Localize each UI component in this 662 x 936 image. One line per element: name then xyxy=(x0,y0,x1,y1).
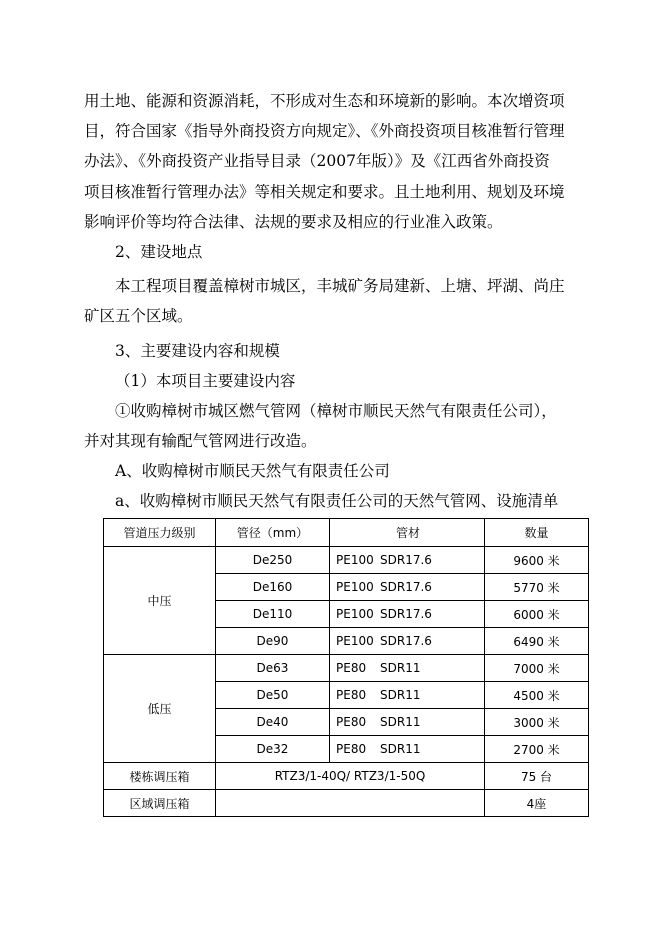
header-pressure-level: 管道压力级别 xyxy=(104,519,216,547)
area-regulator-label: 区域调压箱 xyxy=(104,790,216,817)
area-regulator-qty: 4座 xyxy=(485,790,589,817)
text-line: 矿区五个区域。 xyxy=(84,307,193,326)
material-grade: PE100 xyxy=(336,607,374,621)
material-cell xyxy=(330,601,485,628)
text-line: 目，符合国家《指导外商投资方向规定》、《外商投资项目核准暂行管理 xyxy=(84,122,565,141)
diameter-cell: De110 xyxy=(216,601,330,628)
item-a-lower-block xyxy=(84,486,580,516)
building-regulator-qty: 75 台 xyxy=(485,763,589,790)
pressure-level-cell: 中压 xyxy=(104,547,216,655)
material-cell xyxy=(330,736,485,763)
table-row-building-regulator xyxy=(104,763,589,790)
material-grade: PE100 xyxy=(336,553,374,567)
section-3-heading-block xyxy=(84,336,580,366)
material-cell xyxy=(330,628,485,655)
material-cell xyxy=(330,709,485,736)
material-sdr: SDR11 xyxy=(380,715,421,729)
material-cell xyxy=(330,682,485,709)
text-line: 影响评价等均符合法律、法规的要求及相应的行业准入政策。 xyxy=(84,212,503,231)
subsection-heading: （1）本项目主要建设内容 xyxy=(115,372,296,390)
material-cell xyxy=(330,574,485,601)
list-item: A、收购樟树市顺民天然气有限责任公司 xyxy=(115,462,390,480)
area-regulator-model xyxy=(216,790,485,817)
quantity-cell: 3000 米 xyxy=(485,709,589,736)
diameter-cell: De50 xyxy=(216,682,330,709)
diameter-cell: De90 xyxy=(216,628,330,655)
item-a-upper-block xyxy=(84,456,580,486)
material-sdr: SDR17.6 xyxy=(380,553,432,567)
quantity-cell: 2700 米 xyxy=(485,736,589,763)
item-1-paragraph xyxy=(84,396,580,456)
building-regulator-label: 楼栋调压箱 xyxy=(104,763,216,790)
section-2-paragraph xyxy=(84,271,580,331)
diameter-cell: De250 xyxy=(216,547,330,574)
building-regulator-model: RTZ3/1-40Q/ RTZ3/1-50Q xyxy=(216,763,485,790)
header-quantity: 数量 xyxy=(485,519,589,547)
text-line: 办法》、《外商投资产业指导目录（2007年版）》及《江西省外商投资 xyxy=(84,152,550,171)
text-line: ①收购樟树市城区燃气管网（樟树市顺民天然气有限责任公司）， xyxy=(115,402,557,420)
pressure-level-cell: 低压 xyxy=(104,655,216,763)
text-line: 本工程项目覆盖樟树市城区，丰城矿务局建新、上塘、坪湖、尚庄 xyxy=(115,277,565,295)
quantity-cell: 4500 米 xyxy=(485,682,589,709)
material-sdr: SDR17.6 xyxy=(380,580,432,594)
quantity-cell: 7000 米 xyxy=(485,655,589,682)
material-grade: PE80 xyxy=(336,715,367,729)
table-row xyxy=(104,547,589,574)
table-row-area-regulator xyxy=(104,790,589,817)
material-grade: PE100 xyxy=(336,634,374,648)
diameter-cell: De160 xyxy=(216,574,330,601)
pipeline-facility-table xyxy=(103,518,589,817)
material-sdr: SDR11 xyxy=(380,661,421,675)
diameter-cell: De40 xyxy=(216,709,330,736)
quantity-cell: 6490 米 xyxy=(485,628,589,655)
diameter-cell: De63 xyxy=(216,655,330,682)
quantity-cell: 5770 米 xyxy=(485,574,589,601)
section-2-heading-block xyxy=(84,237,580,267)
section-heading: 2、建设地点 xyxy=(115,243,203,261)
section-heading: 3、主要建设内容和规模 xyxy=(115,342,280,360)
diameter-cell: De32 xyxy=(216,736,330,763)
material-cell xyxy=(330,655,485,682)
text-line: 项目核准暂行管理办法》等相关规定和要求。且土地利用、规划及环境 xyxy=(84,182,565,201)
list-item: a、收购樟树市顺民天然气有限责任公司的天然气管网、设施清单 xyxy=(115,492,559,510)
material-grade: PE80 xyxy=(336,742,367,756)
material-sdr: SDR17.6 xyxy=(380,634,432,648)
quantity-cell: 9600 米 xyxy=(485,547,589,574)
material-grade: PE100 xyxy=(336,580,374,594)
material-grade: PE80 xyxy=(336,661,367,675)
material-grade: PE80 xyxy=(336,688,367,702)
intro-paragraph xyxy=(84,86,580,237)
header-material: 管材 xyxy=(330,519,485,547)
material-sdr: SDR11 xyxy=(380,742,421,756)
text-line: 并对其现有输配气管网进行改造。 xyxy=(84,432,317,451)
material-sdr: SDR11 xyxy=(380,688,421,702)
quantity-cell: 6000 米 xyxy=(485,601,589,628)
subsection-1-heading-block xyxy=(84,366,580,396)
material-sdr: SDR17.6 xyxy=(380,607,432,621)
table-header-row xyxy=(104,519,589,547)
material-cell xyxy=(330,547,485,574)
header-diameter: 管径（mm） xyxy=(216,519,330,547)
text-line: 用土地、能源和资源消耗，不形成对生态和环境新的影响。本次增资项 xyxy=(84,92,565,110)
table-row xyxy=(104,655,589,682)
